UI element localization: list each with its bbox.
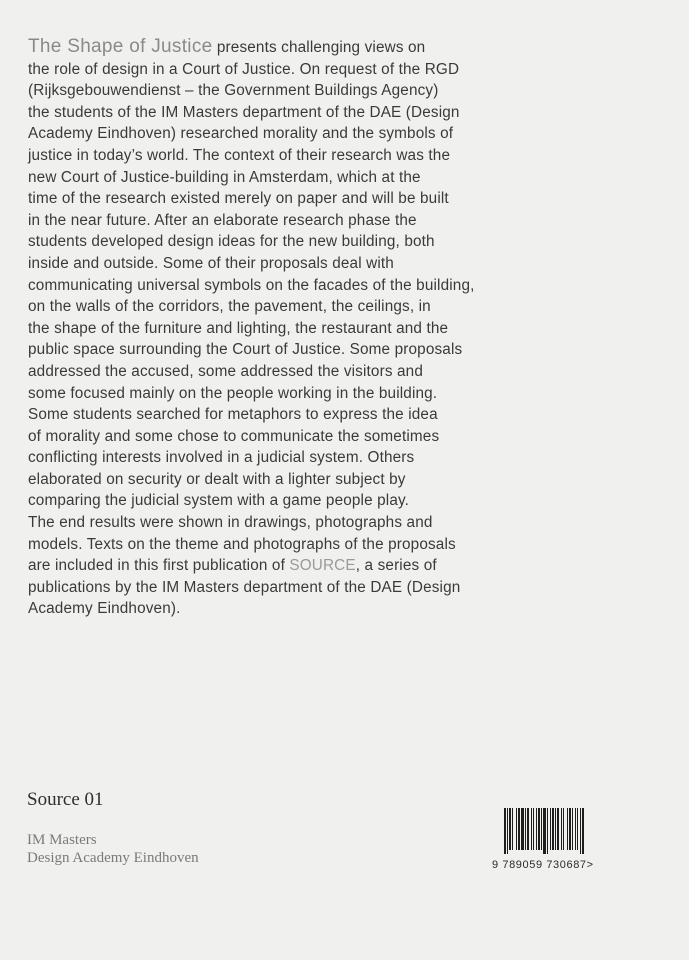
barcode-bar xyxy=(527,808,529,850)
blurb-tail-lines xyxy=(28,577,528,620)
barcode-bar xyxy=(547,808,548,854)
blurb-line: communicating universal symbols on the facades of the building, xyxy=(28,276,475,294)
blurb-line: justice in today’s world. The context of their research was the xyxy=(28,146,451,164)
barcode-bar xyxy=(577,808,578,850)
barcode-bar xyxy=(575,808,576,850)
blurb-line: Academy Eindhoven) researched morality and the symbols of xyxy=(28,125,454,143)
blurb-line: public space surrounding the Court of Justice. Some proposals xyxy=(28,341,463,359)
isbn-number xyxy=(492,859,642,871)
blurb-line: on the walls of the corridors, the pavement, the ceilings, in xyxy=(28,298,431,316)
barcode-bar xyxy=(521,808,524,850)
barcode-bar xyxy=(541,808,542,850)
barcode-bar xyxy=(518,808,520,850)
blurb-line: inside and outside. Some of their proposals deal with xyxy=(28,254,394,272)
barcode-bar xyxy=(582,808,584,854)
blurb-line: elaborated on security or dealt with a lighter subject by xyxy=(28,470,406,488)
blurb-line: Some students searched for metaphors to express the idea xyxy=(28,406,438,424)
blurb-line: of morality and some chose to communicate the sometimes xyxy=(28,427,440,445)
series-label: Source 01 xyxy=(27,789,104,810)
blurb-line: models. Texts on the theme and photographs of the proposals xyxy=(28,535,456,553)
blurb-line: (Rijksgebouwendienst – the Government Buildings Agency) xyxy=(28,82,439,100)
barcode-bar xyxy=(507,808,508,854)
blurb-line-text: , a series of xyxy=(355,557,437,575)
blurb-line: new Court of Justice-building in Amsterdam, which at the xyxy=(28,168,421,186)
blurb-line: the role of design in a Court of Justice. On request of the RGD xyxy=(28,60,460,78)
blurb-line: some focused mainly on the people working in the building. xyxy=(28,384,438,402)
publisher-block xyxy=(27,831,199,867)
blurb-line-text: are included in this first publication of xyxy=(28,557,290,575)
isbn-digits: 9 789059 730687 xyxy=(492,859,587,871)
blurb-line: Academy Eindhoven). xyxy=(28,600,181,618)
book-title: The Shape of Justice xyxy=(28,36,213,57)
blurb-line: publications by the IM Masters department of the DAE (Design xyxy=(28,578,461,596)
barcode-bar xyxy=(516,808,517,850)
barcode-bar xyxy=(504,808,506,854)
publisher-line-1: IM Masters xyxy=(27,832,97,848)
barcode-bar xyxy=(563,808,564,850)
barcode-bars xyxy=(504,808,612,854)
barcode-bar xyxy=(533,808,534,850)
barcode-bar xyxy=(580,808,581,854)
barcode-bar xyxy=(509,808,511,850)
source-highlight: SOURCE xyxy=(289,557,356,575)
barcode-bar xyxy=(572,808,573,850)
blurb-line xyxy=(28,555,528,577)
barcode-bar xyxy=(557,808,559,850)
blurb-line-text: presents challenging views on xyxy=(212,39,426,56)
blurb-line: the students of the IM Masters department of the DAE (Design xyxy=(28,103,460,121)
blurb-lines xyxy=(28,59,528,556)
barcode-bar xyxy=(531,808,532,850)
blurb-line: conflicting interests involved in a judicial system. Others xyxy=(28,449,415,467)
blurb-line: in the near future. After an elaborate research phase the xyxy=(28,211,417,229)
barcode-bar xyxy=(543,808,546,854)
barcode-bar xyxy=(512,808,513,850)
blurb-line: addressed the accused, some addressed the visitors and xyxy=(28,362,423,380)
blurb-line: The end results were shown in drawings, photographs and xyxy=(28,514,433,532)
barcode-bar xyxy=(550,808,551,850)
barcode-bar xyxy=(538,808,540,850)
blurb-text xyxy=(28,36,528,620)
barcode xyxy=(492,808,642,878)
blurb-line: comparing the judicial system with a game people play. xyxy=(28,492,410,510)
blurb-line: students developed design ideas for the new building, both xyxy=(28,233,435,251)
barcode-bar xyxy=(525,808,526,850)
barcode-bar xyxy=(555,808,556,850)
barcode-bar xyxy=(552,808,554,850)
barcode-bar xyxy=(561,808,562,850)
barcode-bar xyxy=(536,808,537,850)
barcode-bar xyxy=(569,808,571,850)
blurb-line xyxy=(28,36,528,59)
barcode-bar xyxy=(567,808,568,850)
blurb-line: time of the research existed merely on paper and will be built xyxy=(28,190,449,208)
publisher-line-2: Design Academy Eindhoven xyxy=(27,850,199,866)
barcode-arrow: > xyxy=(586,859,594,871)
blurb-line: the shape of the furniture and lighting, the restaurant and the xyxy=(28,319,449,337)
